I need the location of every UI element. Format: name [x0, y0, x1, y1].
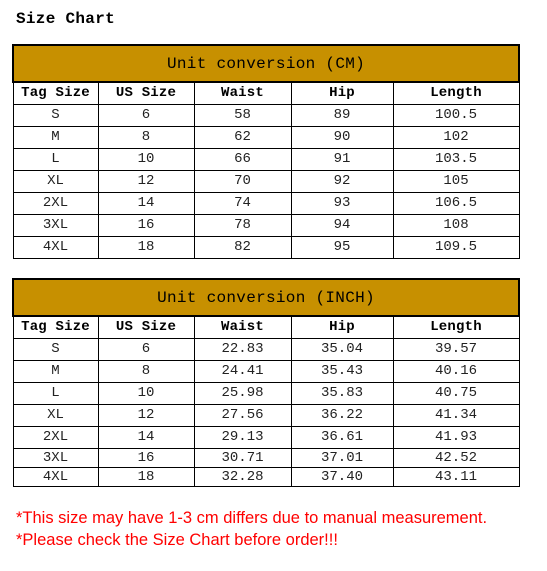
- cell-tag-size: 2XL: [13, 192, 98, 214]
- cell-hip: 35.04: [291, 338, 393, 360]
- cell-us-size: 10: [98, 382, 194, 404]
- cell-hip: 36.61: [291, 426, 393, 448]
- cell-length: 40.16: [393, 360, 519, 382]
- cell-us-size: 18: [98, 467, 194, 486]
- cell-length: 41.93: [393, 426, 519, 448]
- table-title: Unit conversion (CM): [13, 45, 519, 82]
- cell-hip: 91: [291, 148, 393, 170]
- cell-waist: 29.13: [194, 426, 291, 448]
- cell-tag-size: L: [13, 382, 98, 404]
- cell-waist: 27.56: [194, 404, 291, 426]
- table-row: [13, 448, 519, 467]
- cell-us-size: 16: [98, 448, 194, 467]
- cell-waist: 70: [194, 170, 291, 192]
- cell-tag-size: 2XL: [13, 426, 98, 448]
- cell-length: 41.34: [393, 404, 519, 426]
- table-row: [13, 426, 519, 448]
- cell-hip: 92: [291, 170, 393, 192]
- cell-hip: 89: [291, 104, 393, 126]
- cell-hip: 94: [291, 214, 393, 236]
- cell-hip: 35.43: [291, 360, 393, 382]
- cell-hip: 37.40: [291, 467, 393, 486]
- header-us-size: US Size: [98, 316, 194, 338]
- cell-waist: 32.28: [194, 467, 291, 486]
- cell-us-size: 16: [98, 214, 194, 236]
- cell-waist: 66: [194, 148, 291, 170]
- page-title: Size Chart: [16, 10, 116, 28]
- cell-us-size: 8: [98, 360, 194, 382]
- cell-waist: 62: [194, 126, 291, 148]
- cell-waist: 78: [194, 214, 291, 236]
- cell-tag-size: M: [13, 126, 98, 148]
- cell-us-size: 8: [98, 126, 194, 148]
- cell-length: 42.52: [393, 448, 519, 467]
- header-waist: Waist: [194, 82, 291, 104]
- cell-tag-size: M: [13, 360, 98, 382]
- cell-us-size: 12: [98, 170, 194, 192]
- cell-hip: 95: [291, 236, 393, 258]
- cell-hip: 35.83: [291, 382, 393, 404]
- cell-length: 100.5: [393, 104, 519, 126]
- table-row: [13, 338, 519, 360]
- cell-hip: 37.01: [291, 448, 393, 467]
- cell-tag-size: XL: [13, 170, 98, 192]
- cell-waist: 58: [194, 104, 291, 126]
- table-row: [13, 382, 519, 404]
- cell-tag-size: XL: [13, 404, 98, 426]
- cell-waist: 82: [194, 236, 291, 258]
- cell-tag-size: 3XL: [13, 214, 98, 236]
- header-waist: Waist: [194, 316, 291, 338]
- cell-us-size: 6: [98, 338, 194, 360]
- header-hip: Hip: [291, 316, 393, 338]
- cell-tag-size: 3XL: [13, 448, 98, 467]
- size-table-inch: [12, 278, 520, 487]
- cell-tag-size: L: [13, 148, 98, 170]
- table-row: [13, 214, 519, 236]
- cell-hip: 36.22: [291, 404, 393, 426]
- table-row: [13, 360, 519, 382]
- cell-us-size: 10: [98, 148, 194, 170]
- cell-us-size: 14: [98, 426, 194, 448]
- header-length: Length: [393, 316, 519, 338]
- cell-length: 109.5: [393, 236, 519, 258]
- header-tag-size: Tag Size: [13, 316, 98, 338]
- cell-tag-size: 4XL: [13, 467, 98, 486]
- table-row: [13, 126, 519, 148]
- cell-tag-size: S: [13, 338, 98, 360]
- table-row: [13, 467, 519, 486]
- cell-us-size: 18: [98, 236, 194, 258]
- cell-length: 102: [393, 126, 519, 148]
- cell-length: 40.75: [393, 382, 519, 404]
- cell-us-size: 6: [98, 104, 194, 126]
- header-length: Length: [393, 82, 519, 104]
- check-chart-note: *Please check the Size Chart before order!!!: [16, 531, 338, 549]
- header-us-size: US Size: [98, 82, 194, 104]
- cell-length: 43.11: [393, 467, 519, 486]
- size-table-cm: [12, 44, 520, 259]
- table-row: [13, 148, 519, 170]
- cell-length: 105: [393, 170, 519, 192]
- cell-hip: 90: [291, 126, 393, 148]
- cell-waist: 25.98: [194, 382, 291, 404]
- table-row: [13, 104, 519, 126]
- cell-waist: 74: [194, 192, 291, 214]
- cell-length: 103.5: [393, 148, 519, 170]
- cell-waist: 24.41: [194, 360, 291, 382]
- cell-length: 106.5: [393, 192, 519, 214]
- cell-tag-size: S: [13, 104, 98, 126]
- table-row: [13, 404, 519, 426]
- measurement-note: *This size may have 1-3 cm differs due to manual measurement.: [16, 509, 488, 527]
- header-hip: Hip: [291, 82, 393, 104]
- cell-us-size: 14: [98, 192, 194, 214]
- cell-waist: 30.71: [194, 448, 291, 467]
- cell-length: 108: [393, 214, 519, 236]
- cell-hip: 93: [291, 192, 393, 214]
- cell-tag-size: 4XL: [13, 236, 98, 258]
- table-row: [13, 192, 519, 214]
- table-row: [13, 170, 519, 192]
- header-tag-size: Tag Size: [13, 82, 98, 104]
- cell-length: 39.57: [393, 338, 519, 360]
- table-row: [13, 236, 519, 258]
- cell-waist: 22.83: [194, 338, 291, 360]
- cell-us-size: 12: [98, 404, 194, 426]
- table-title: Unit conversion (INCH): [13, 279, 519, 316]
